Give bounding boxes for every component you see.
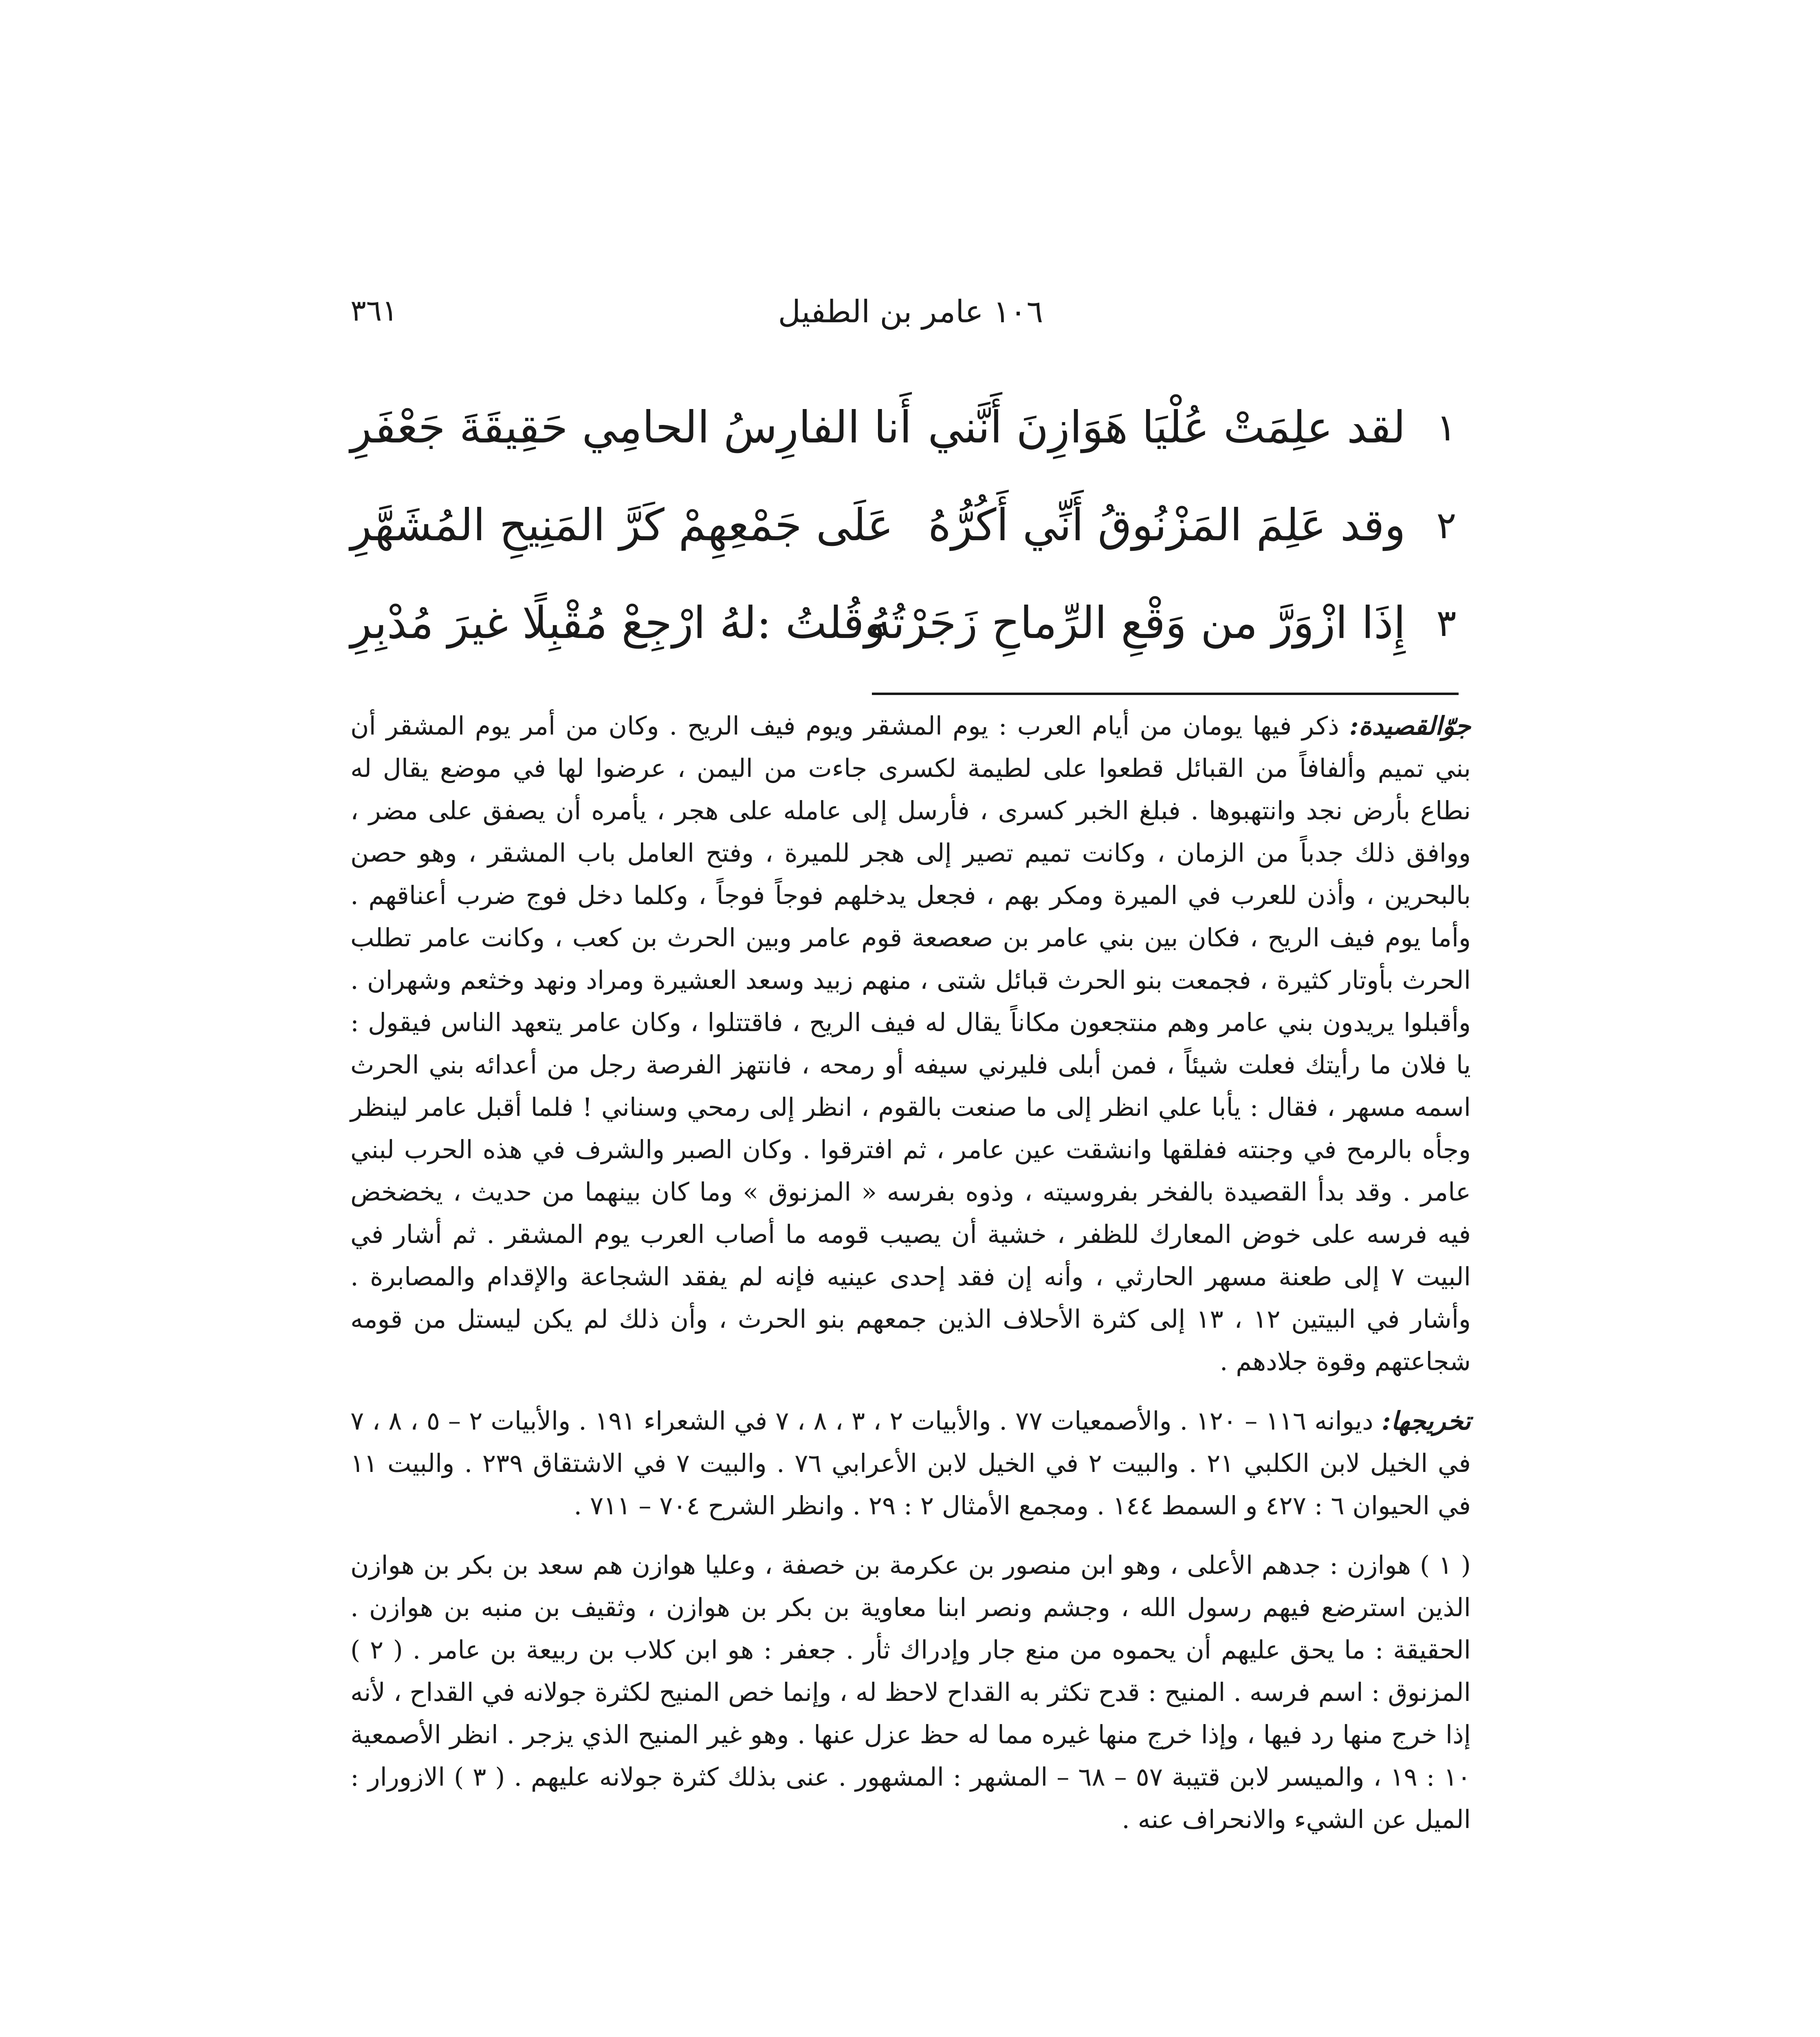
gloss-paragraph: ( ١ ) هوازن : جدهم الأعلى ، وهو ابن منصور بن عكرمة بن خصفة ، وعليا هوازن هم سعد بن بكر بن هوازن الذين استرضع فيهم رسول الله ، وجشم ونصر ابنا معاوية بن بكر بن هوازن ، وثقيف بن منبه بن هوازن . الحقيقة : ما يحق عليهم أن يحموه من منع جار وإدراك ثأر . جعفر : هو ابن كلاب بن ربيعة بن عامر . ( ٢ ) المزنوق : اسم فرسه . المنيح : قدح تكثر به القداح لاحظ له ، وإنما خص المنيح لكثرة جولانه في القداح ، لأنه إذا خرج منها رد فيها ، وإذا خرج منها غيره مما له حظ عزل عنها . وهو غير المنيح الذي يزجر . انظر الأصمعية ١٠ : ١٩ ، والميسر لابن قتيبة ٥٧ – ٦٨ – المشهر : المشهور . عنى بذلك كثرة جولانه عليهم . ( ٣ ) الازورار : الميل عن الشيء والانحراف عنه .: [350, 1550, 1471, 1834]
footnotes: [350, 705, 1471, 1858]
verse-number: ٢: [1436, 504, 1457, 547]
verse-line: [350, 379, 1471, 477]
verse-first-hemistich: وقد عَلِمَ المَزْنُوقُ أَنِّي أَكُرُّهُ: [928, 500, 1406, 551]
occasion-text: ذكر فيها يومان من أيام العرب : يوم المشقر ويوم فيف الريح . وكان من أمر يوم المشقر أن بني تميم وألفافاً من القبائل قطعوا على لطيمة لكسرى جاءت من اليمن ، عرضوا لها في موضع يقال له نطاع بأرض نجد وانتهبوها . فبلغ الخبر كسرى ، فأرسل إلى عامله على هجر ، يأمره أن يصفق على مضر ، ووافق ذلك جدباً من الزمان ، وكانت تميم تصير إلى هجر للميرة ، وفتح العامل باب المشقر ، وهو حصن بالبحرين ، وأذن للعرب في الميرة ومكر بهم ، فجعل يدخلهم فوجاً فوجاً ، وكلما دخل فوج ضرب أعناقهم . وأما يوم فيف الريح ، فكان بين بني عامر بن صعصعة قوم عامر وبين الحرث بن كعب ، وكانت عامر تطلب الحرث بأوتار كثيرة ، فجمعت بنو الحرث قبائل شتى ، منهم زبيد وسعد العشيرة ومراد ونهد وخثعم وشهران . وأقبلوا يريدون بني عامر وهم منتجعون مكاناً يقال له فيف الريح ، فاقتتلوا ، وكان عامر يتعهد الناس فيقول : يا فلان ما رأيتك فعلت شيئاً ، فمن أبلى فليرني سيفه أو رمحه ، فانتهز الفرصة رجل من أعدائه بني الحرث اسمه مسهر ، فقال : يأبا علي انظر إلى ما صنعت بالقوم ، انظر إلى رمحي وسناني ! فلما أقبل عامر لينظر وجأه بالرمح في وجنته ففلقها وانشقت عين عامر ، ثم افترقوا . وكان الصبر والشرف في هذه الحرب لبني عامر . وقد بدأ القصيدة بالفخر بفروسيته ، وذوه بفرسه « المزنوق » وما كان بينهما من حديث ، يخضخض فيه فرسه على خوض المعارك للظفر ، خشية أن يصيب قومه ما أصاب العرب يوم المشقر . ثم أشار في البيت ٧ إلى طعنة مسهر الحارثي ، وأنه إن فقد إحدى عينيه فإنه لم يفقد الشجاعة والإقدام والمصابرة . وأشار في البيتين ١٢ ، ١٣ إلى كثرة الأحلاف الذين جمعهم بنو الحرث ، وأن ذلك لم يكن ليستل من قومه شجاعتهم وقوة جلادهم .: [350, 711, 1471, 1376]
verse-second-hemistich: عَلَى جَمْعِهِمْ كَرَّ المَنِيحِ المُشَهَّرِ: [350, 500, 893, 551]
verse-line: [350, 477, 1471, 574]
sources-label: تخريجها:: [1381, 1406, 1471, 1436]
running-title: ١٠٦ عامر بن الطفيل: [778, 293, 1043, 330]
sources-paragraph: [350, 1400, 1471, 1527]
verse-number: ١: [1436, 406, 1457, 449]
verse-number: ٣: [1436, 601, 1457, 645]
notes-divider: [872, 693, 1459, 695]
verse-first-hemistich: إِذَا ازْوَرَّ من وَقْعِ الرِّماحِ زَجَرْتُهُ: [869, 598, 1406, 649]
sources-text: ديوانه ١١٦ – ١٢٠ . والأصمعيات ٧٧ . والأبيات ٢ ، ٣ ، ٨ ، ٧ في الشعراء ١٩١ . والأبيات ٢ – ٥ ، ٨ ، ٧ في الخيل لابن الكلبي ٢١ . والبيت ٢ في الخيل لابن الأعرابي ٧٦ . والبيت ٧ في الاشتقاق ٢٣٩ . والبيت ١١ في الحيوان ٦ : ٤٢٧ و السمط ١٤٤ . ومجمع الأمثال ٢ : ٢٩ . وانظر الشرح ٧٠٤ – ٧١١ .: [350, 1406, 1471, 1520]
page-number: ٣٦١: [350, 293, 398, 328]
verse-second-hemistich: وقُلتُ :لهُ ارْجِعْ مُقْبِلًا غيرَ مُدْبِرِ: [350, 598, 886, 649]
occasion-paragraph: [350, 705, 1471, 1383]
occasion-label: جوّالقصيدة:: [1349, 711, 1471, 741]
verse-second-hemistich: أَنا الفارِسُ الحامِي حَقِيقَةَ جَعْفَرِ: [350, 402, 912, 453]
verse-line: [350, 574, 1471, 672]
poem-verses: [350, 379, 1471, 672]
verse-first-hemistich: لقد علِمَتْ عُلْيَا هَوَازِنَ أَنَّني: [928, 402, 1406, 453]
running-head: [350, 293, 1471, 338]
